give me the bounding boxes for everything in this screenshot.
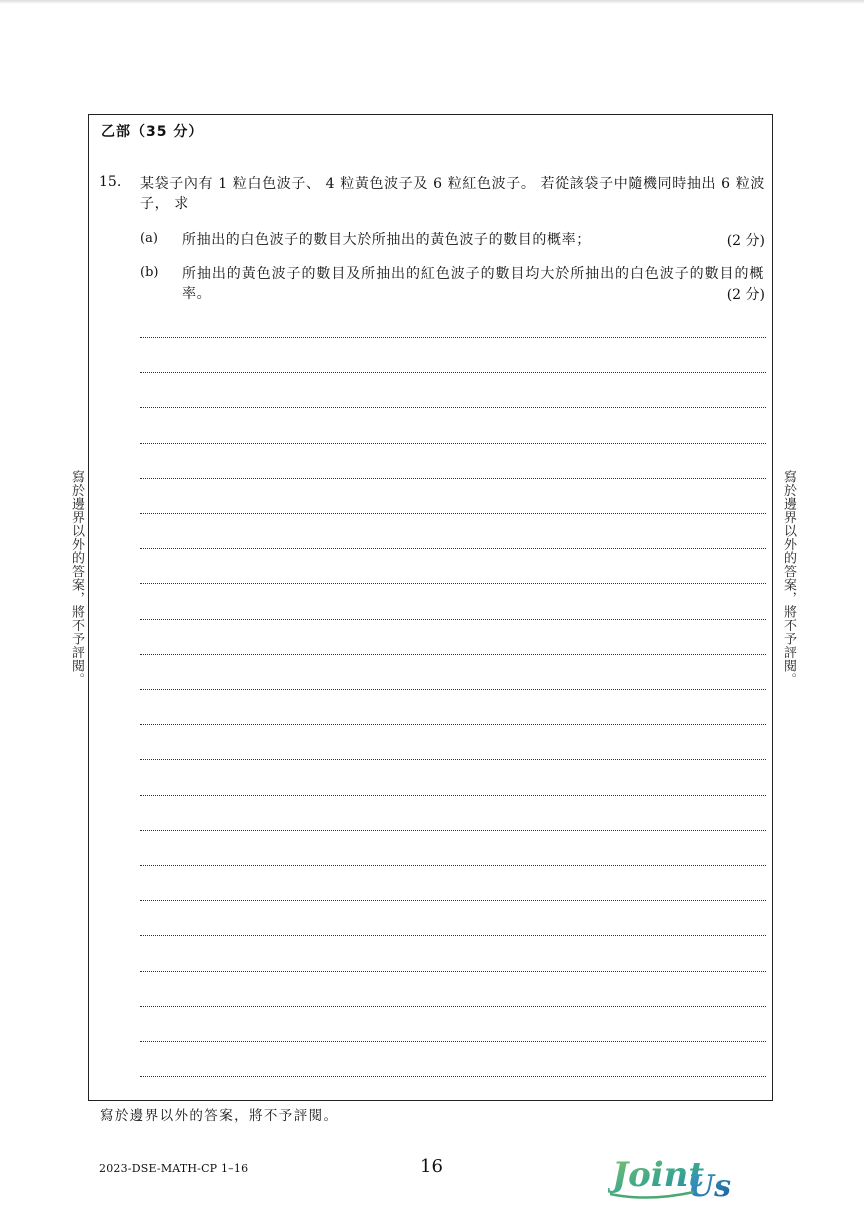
top-shade [0, 0, 864, 4]
answer-line [140, 1076, 766, 1077]
answer-line [140, 654, 766, 655]
answer-line [140, 971, 766, 972]
right-margin-notice: 寫於邊界以外的答案，將不予評閱。 [781, 470, 796, 686]
part-b-text: 所抽出的黃色波子的數目及所抽出的紅色波子的數目均大於所抽出的白色波子的數目的概率。 [182, 266, 764, 302]
bottom-margin-notice: 寫於邊界以外的答案，將不予評閱。 [100, 1108, 339, 1124]
paper-code: 2023-DSE-MATH-CP 1–16 [99, 1162, 249, 1175]
answer-line [140, 724, 766, 725]
answer-line [140, 337, 766, 338]
answer-line [140, 900, 766, 901]
answer-line [140, 865, 766, 866]
answer-line [140, 935, 766, 936]
logo-joint-text: Joint [612, 1155, 705, 1195]
answer-line [140, 583, 766, 584]
answer-line [140, 513, 766, 514]
answer-line [140, 548, 766, 549]
answer-line [140, 795, 766, 796]
part-a-marks: (2 分) [726, 233, 765, 249]
answer-frame [88, 114, 773, 1101]
answer-line [140, 372, 766, 373]
logo-us-text: Us [688, 1169, 732, 1204]
part-b-label: (b) [140, 265, 159, 280]
answer-line [140, 1041, 766, 1042]
section-title: 乙部（35 分） [101, 124, 204, 140]
answer-line [140, 1006, 766, 1007]
part-a-label: (a) [140, 231, 158, 246]
answer-line [140, 619, 766, 620]
page-number: 16 [420, 1156, 443, 1177]
answer-line [140, 830, 766, 831]
jointus-logo [608, 1146, 734, 1204]
part-b-marks: (2 分) [726, 287, 765, 303]
left-margin-notice: 寫於邊界以外的答案，將不予評閱。 [69, 470, 84, 686]
question-text: 某袋子內有 1 粒白色波子、 4 粒黃色波子及 6 粒紅色波子。 若從該袋子中隨機同時抽出 6 粒波子， 求 [140, 176, 765, 212]
answer-line [140, 689, 766, 690]
answer-line [140, 759, 766, 760]
part-a-text: 所抽出的白色波子的數目大於所抽出的黃色波子的數目的概率； [182, 232, 591, 248]
answer-line [140, 443, 766, 444]
answer-line [140, 407, 766, 408]
question-number: 15. [99, 174, 122, 190]
answer-line [140, 478, 766, 479]
